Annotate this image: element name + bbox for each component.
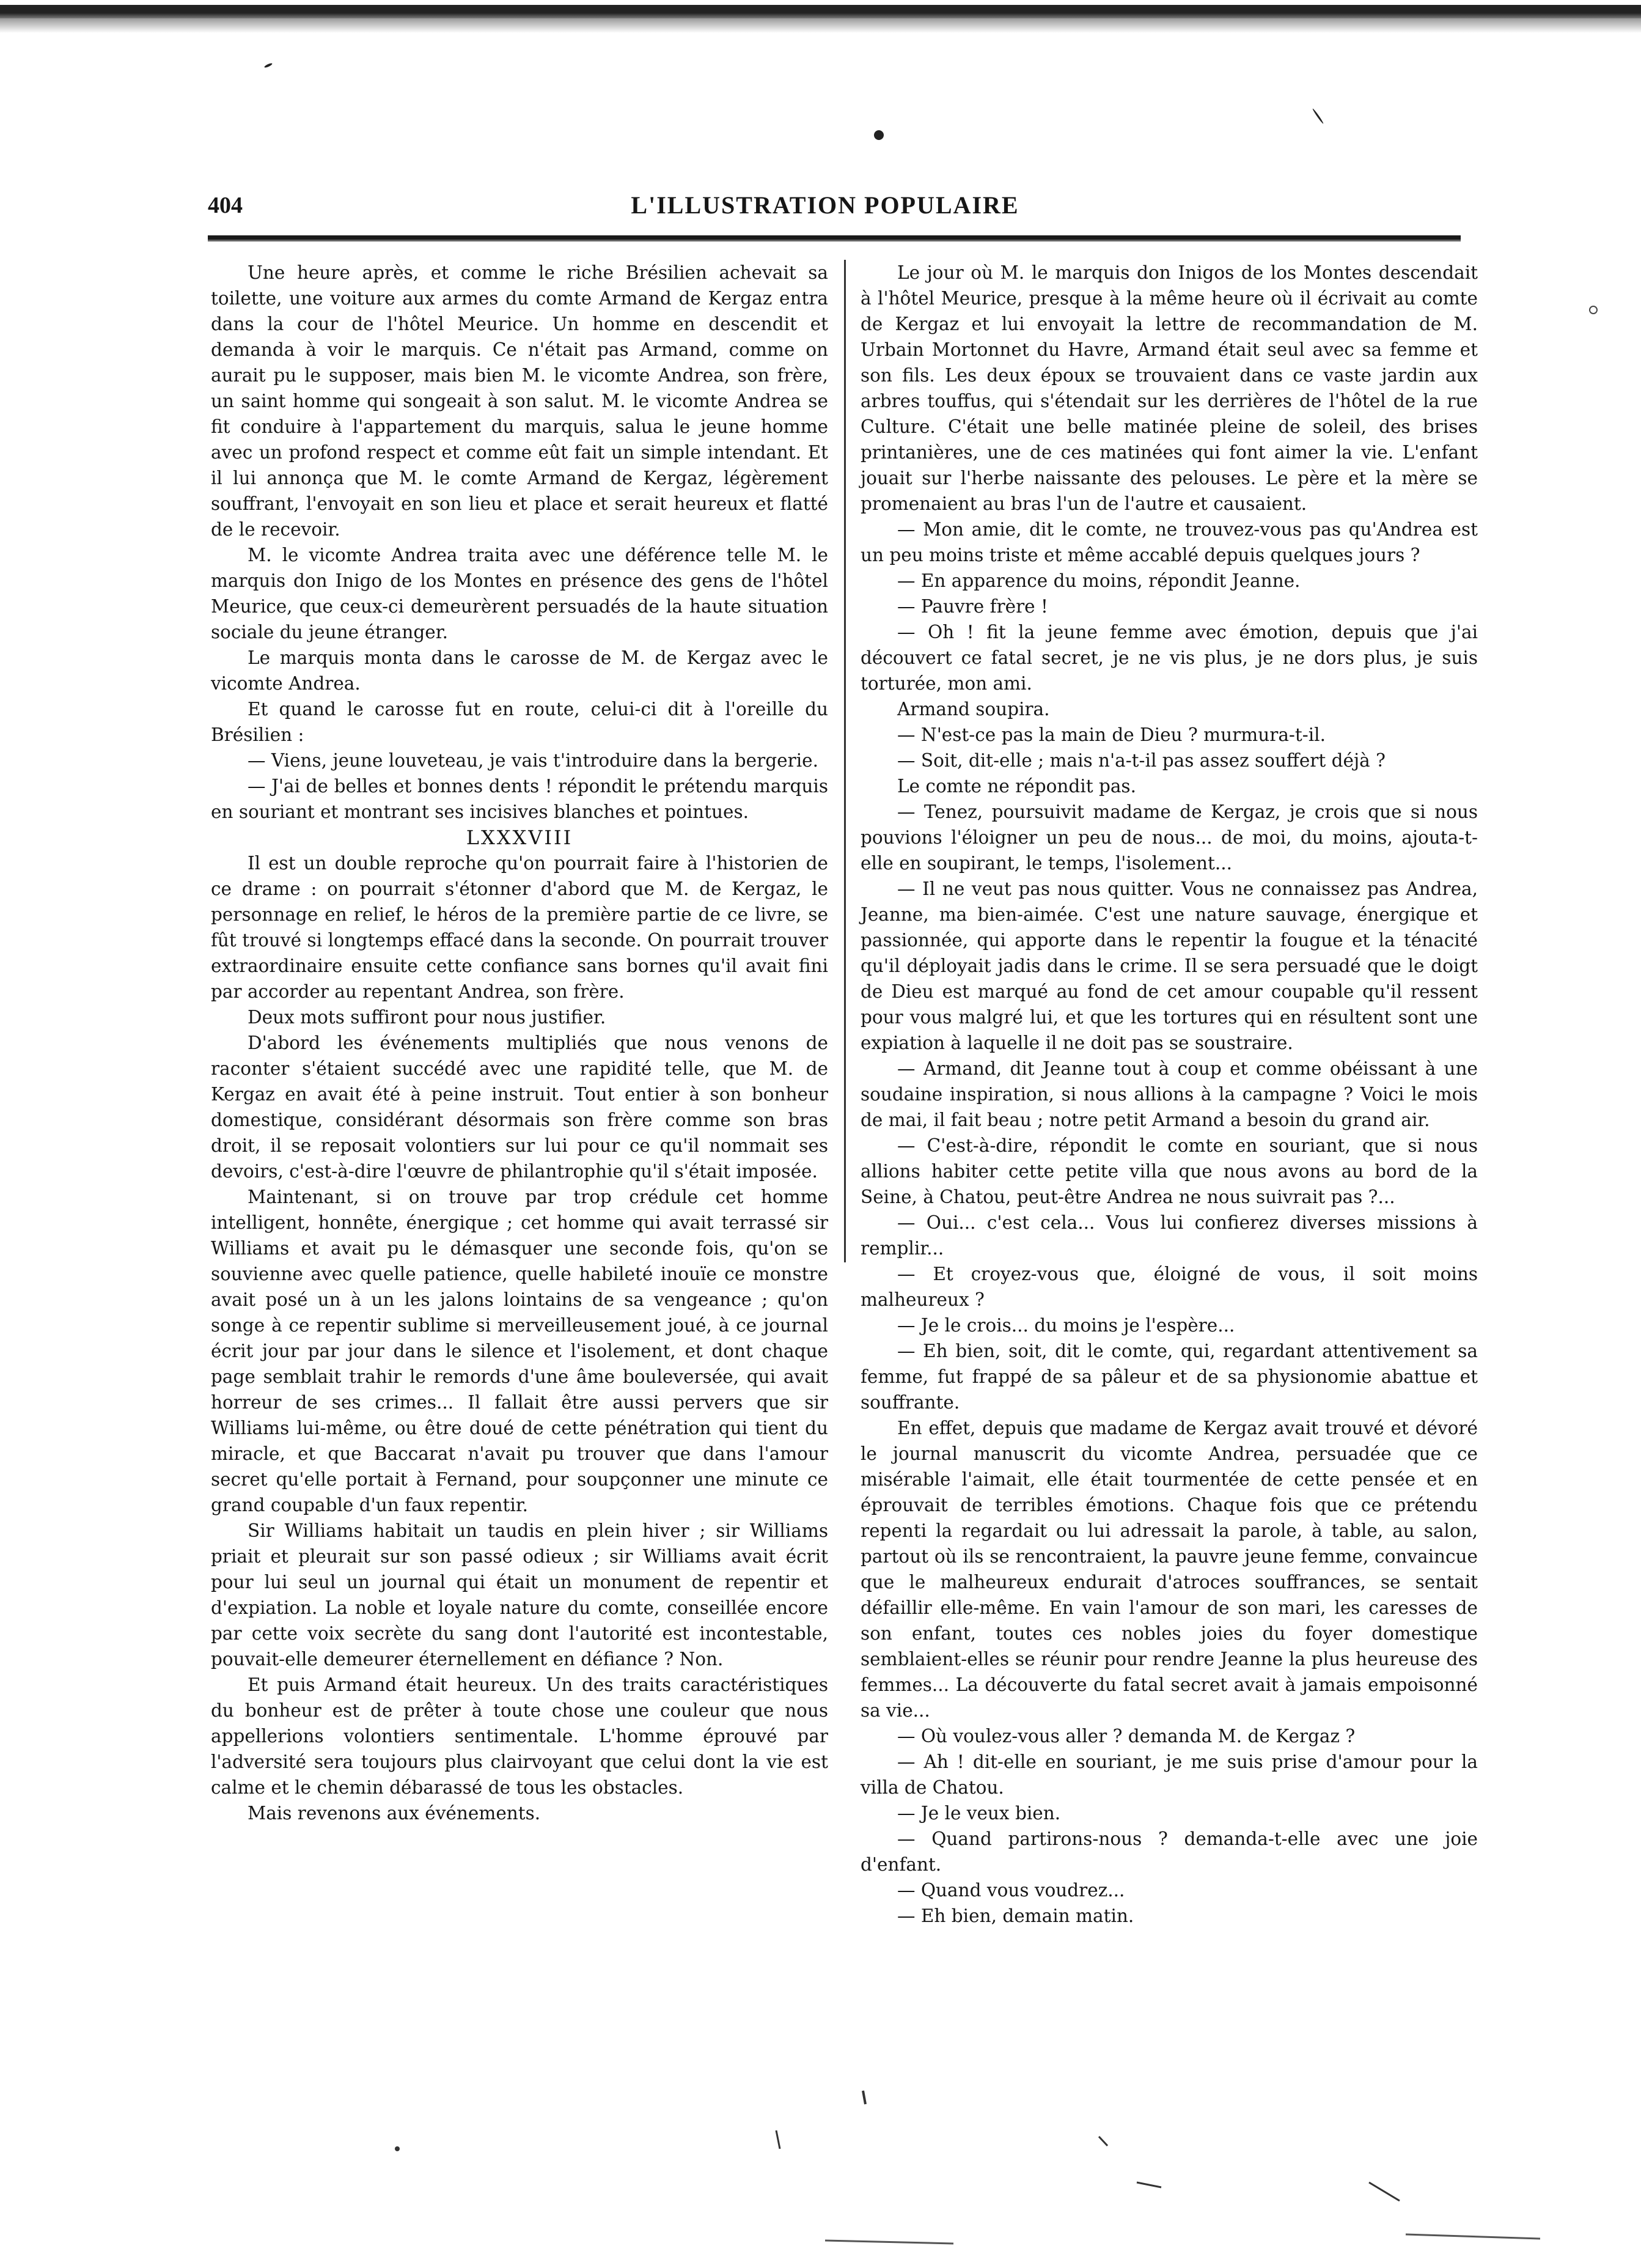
paragraph: Le comte ne répondit pas.: [897, 776, 1136, 797]
paragraph: Mais revenons aux événements.: [248, 1803, 541, 1824]
paragraph: Le jour où M. le marquis don Inigos de los Montes descendait à l'hôtel Meurice, presque à la même heure où il écrivait au comte de Kergaz et lui envoyait la lettre de recommandation de M. Urbain Mortonnet du Havre, Armand était seul avec sa femme et son fils. Les deux époux se trouvaient dans ce vaste jardin aux arbres touffus, qui s'étendait sur les derrières de l'hôtel de la rue Culture. C'était une belle matinée pleine de soleil, des brises printanières, une de ces matinées qui font aimer la vie. L'enfant jouait sur l'herbe naissante des pelouses. Le père et la mère se promenaient au bras l'un de l'autre et causaient.: [861, 262, 1478, 514]
paragraph: M. le vicomte Andrea traita avec une déférence telle M. le marquis don Inigo de los Montes en présence des gens de l'hôtel Meurice, que ceux-ci demeurèrent persuadés de la haute situation sociale du jeune étranger.: [211, 545, 828, 642]
header-rule: [208, 235, 1461, 241]
top-print-rule: [0, 5, 1641, 18]
paragraph: Et puis Armand était heureux. Un des traits caractéristiques du bonheur est de prêter à toute chose une couleur que nous appellerions volontiers sentimentale. L'homme éprouvé par l'adversité sera toujours plus clairvoyant que celui dont la vie est calme et le chemin débarassé de tous les obstacles.: [211, 1674, 828, 1798]
paragraph: Deux mots suffiront pour nous justifier.: [248, 1007, 606, 1028]
paragraph: — Quand partirons-nous ? demanda-t-elle avec une joie d'enfant.: [861, 1828, 1478, 1875]
paragraph: — Je le veux bien.: [897, 1803, 1061, 1824]
ink-mark: [1369, 2182, 1400, 2201]
chapter-heading: LXXXVIII: [466, 826, 573, 849]
paragraph: — N'est-ce pas la main de Dieu ? murmura-t-il.: [897, 724, 1326, 745]
paragraph: — Et croyez-vous que, éloigné de vous, il soit moins malheureux ?: [861, 1264, 1478, 1310]
right-column: [861, 260, 1478, 1929]
paragraph: D'abord les événements multipliés que nous venons de raconter s'étaient succédé avec une rapidité telle, que M. de Kergaz en avait été à peine instruit. Tout entier à son bonheur domestique, considérant désormais son frère comme son bras droit, il se reposait volontiers sur lui pour ce qu'il nommait ses devoirs, c'est-à-dire l'œuvre de philantrophie qu'il s'était imposée.: [211, 1033, 828, 1182]
paragraph: — Pauvre frère !: [897, 596, 1048, 617]
paragraph: — J'ai de belles et bonnes dents ! répondit le prétendu marquis en souriant et montrant ses incisives blanches et pointues.: [211, 776, 828, 822]
ink-mark: [863, 2091, 865, 2104]
paragraph: — C'est-à-dire, répondit le comte en souriant, que si nous allions habiter cette petite villa que nous avons au bord de la Seine, à Chatou, peut-être Andrea ne nous suivrait pas ?...: [861, 1135, 1478, 1207]
paragraph: — Oui... c'est cela... Vous lui confierez diverses missions à remplir...: [861, 1212, 1478, 1259]
ink-speck: [874, 130, 884, 140]
paragraph: Sir Williams habitait un taudis en plein hiver ; sir Williams priait et pleurait sur son passé odieux ; sir Williams avait écrit pour lui seul un journal qui était un monument de repentir et d'expiation. La noble et loyale nature du comte, conseillée encore par cette voix secrète du sang dont l'autorité est incontestable, pouvait-elle demeurer éternellement en défiance ? Non.: [211, 1520, 828, 1670]
ink-mark: [776, 2130, 780, 2149]
paragraph: — Oh ! fit la jeune femme avec émotion, depuis que j'ai découvert ce fatal secret, je ne vis plus, je ne dors plus, je suis torturée, mon ami.: [861, 622, 1478, 694]
left-column: [211, 260, 828, 1826]
paragraph: — Mon amie, dit le comte, ne trouvez-vous pas qu'Andrea est un peu moins triste et même accablé depuis quelques jours ?: [861, 519, 1478, 565]
journal-title: L'ILLUSTRATION POPULAIRE: [631, 191, 1019, 219]
paragraph: Une heure après, et comme le riche Brésilien achevait sa toilette, une voiture aux armes du comte Armand de Kergaz entra dans la cour de l'hôtel Meurice. Un homme en descendit et demanda à voir le marquis. Ce n'était pas Armand, comme on aurait pu le supposer, mais bien M. le vicomte Andrea, son frère, un saint homme qui songeait à son salut. M. le vicomte Andrea se fit conduire à l'appartement du marquis, salua le jeune homme avec un profond respect et comme eût fait un simple intendant. Et il lui annonça que M. le comte Armand de Kergaz, légèrement souffrant, l'envoyait en son lieu et place et serait heureux et flatté de le recevoir.: [211, 262, 828, 540]
paragraph: — Je le crois... du moins je l'espère...: [897, 1315, 1235, 1336]
ink-mark: [1137, 2182, 1161, 2187]
top-print-smudge: [0, 18, 1641, 33]
bottom-print-marks: [0, 2078, 1641, 2262]
paragraph: Armand soupira.: [897, 699, 1050, 720]
paragraph: — Ah ! dit-elle en souriant, je me suis prise d'amour pour la villa de Chatou.: [861, 1751, 1478, 1798]
paragraph: — Quand vous voudrez...: [897, 1880, 1125, 1901]
paragraph: Il est un double reproche qu'on pourrait faire à l'historien de ce drame : on pourrait s'étonner d'abord que M. de Kergaz, le personnage en relief, le héros de la première partie de ce livre, se fût trouvé si longtemps effacé dans la seconde. On pourrait trouver extraordinaire ensuite cette confiance sans bornes qu'il avait fini par accorder au repentant Andrea, son frère.: [211, 853, 828, 1002]
paragraph: — Il ne veut pas nous quitter. Vous ne connaissez pas Andrea, Jeanne, ma bien-aimée. C'est une nature sauvage, énergique et passionnée, qui apporte dans le repentir la fougue et la ténacité qu'il déployait jadis dans le crime. Il se sera persuadé que le doigt de Dieu est marqué au fond de cet amour coupable qu'il ressent pour vous malgré lui, et que les tortures qui en résultent sont une expiation à laquelle il ne doit pas se soustraire.: [861, 878, 1478, 1053]
paragraph: — Soit, dit-elle ; mais n'a-t-il pas assez souffert déjà ?: [897, 750, 1386, 771]
paragraph: — Armand, dit Jeanne tout à coup et comme obéissant à une soudaine inspiration, si nous allions à la campagne ? Voici le mois de mai, il fait beau ; notre petit Armand a besoin du grand air.: [861, 1058, 1478, 1130]
paragraph: — Où voulez-vous aller ? demanda M. de Kergaz ?: [897, 1726, 1356, 1747]
column-divider: [844, 260, 846, 1262]
page-number: 404: [208, 193, 243, 218]
ink-mark: [1406, 2234, 1540, 2239]
ink-mark: [825, 2240, 953, 2244]
paragraph: En effet, depuis que madame de Kergaz avait trouvé et dévoré le journal manuscrit du vicomte Andrea, persuadée que ce misérable l'aimait, elle était tourmentée de cette pensée et en éprouvait de terribles émotions. Chaque fois que ce prétendu repenti la regardait ou lui adressait la parole, à table, au salon, partout où ils se rencontraient, la pauvre jeune femme, convaincue que le malheureux endurait d'atroces souffrances, se sentait défaillir elle-même. En vain l'amour de son mari, les caresses de son enfant, toutes ces nobles joies du foyer domestique semblaient-elles se réunir pour rendre Jeanne la plus heureuse des femmes... La découverte du fatal secret avait à jamais empoisonné sa vie...: [861, 1418, 1478, 1721]
ink-mark: [395, 2146, 400, 2151]
paragraph: — Eh bien, demain matin.: [897, 1905, 1134, 1926]
paragraph: — En apparence du moins, répondit Jeanne.: [897, 570, 1301, 591]
ink-speck: [1589, 306, 1598, 314]
ink-speck: [1312, 108, 1324, 124]
page-header: [196, 183, 1455, 226]
paragraph: Maintenant, si on trouve par trop crédule cet homme intelligent, honnête, énergique ; cet homme qui avait terrassé sir Williams et avait pu le démasquer une seconde fois, qu'on se souvienne avec quelle patience, quelle habileté inouïe ce monstre avait posé un à un les jalons lointains de sa vengeance ; qu'on songe à ce repentir sublime si merveilleusement joué, à ce journal écrit jour par jour dans le silence et l'isolement, et dont chaque page semblait trahir le remords d'une âme bouleversée, qui avait horreur de ses crimes... Il fallait être aussi pervers que sir Williams lui-même, ou être doué de cette pénétration qui tient du miracle, et que Baccarat n'avait pu trouver que dans l'amour secret qu'elle portait à Fernand, pour soupçonner une minute ce grand coupable d'un faux repentir.: [211, 1187, 828, 1515]
paragraph: Le marquis monta dans le carosse de M. de Kergaz avec le vicomte Andrea.: [211, 647, 828, 694]
paragraph: Et quand le carosse fut en route, celui-ci dit à l'oreille du Brésilien :: [211, 699, 828, 745]
paragraph: — Viens, jeune louveteau, je vais t'introduire dans la bergerie.: [248, 750, 818, 771]
ink-mark: [1099, 2137, 1107, 2146]
ink-speck: [264, 62, 273, 68]
paragraph: — Eh bien, soit, dit le comte, qui, regardant attentivement sa femme, fut frappé de sa pâleur et de sa physionomie abattue et souffrante.: [861, 1341, 1478, 1413]
paragraph: — Tenez, poursuivit madame de Kergaz, je crois que si nous pouvions l'éloigner un peu de nous... de moi, du moins, ajouta-t-elle en soupirant, le temps, l'isolement...: [861, 801, 1478, 874]
